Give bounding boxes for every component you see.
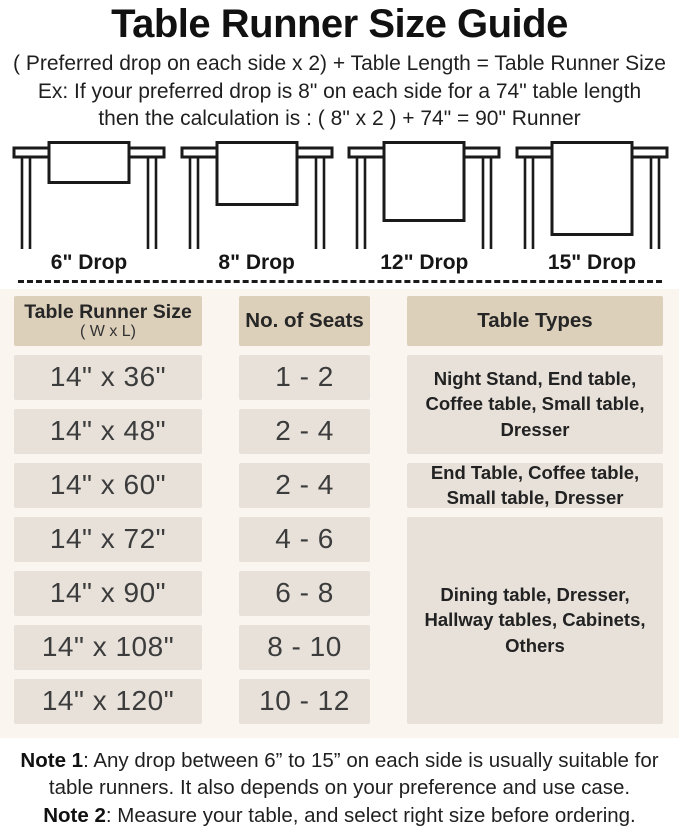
table-row-seats-cell: 1 - 2: [239, 355, 370, 400]
table-runner-12in-drop-icon: [347, 141, 501, 249]
table-runner-8in-drop-icon: [180, 141, 334, 249]
table-row-size-cell: 14" x 72": [14, 517, 202, 562]
drop-label-8: 8" Drop: [218, 250, 295, 274]
column-header-seats: No. of Seats: [239, 296, 370, 346]
table-runner-15in-drop-icon: [515, 141, 669, 249]
table-row-size-cell: 14" x 60": [14, 463, 202, 508]
table-row-size-cell: 14" x 36": [14, 355, 202, 400]
table-row-seats-cell: 2 - 4: [239, 463, 370, 508]
page-title: Table Runner Size Guide: [111, 2, 568, 46]
column-header-table-types: Table Types: [407, 296, 663, 346]
table-types-group-cell: Night Stand, End table, Coffee table, Small table, Dresser: [407, 355, 663, 454]
table-runner-6in-drop-icon: [12, 141, 166, 249]
table-types-group-cell: End Table, Coffee table, Small table, Dresser: [407, 463, 663, 508]
note-2: Note 2: Measure your table, and select right size before ordering.: [43, 803, 636, 826]
size-table-panel: [0, 289, 679, 738]
drop-illustrations: [0, 141, 679, 249]
table-row-size-cell: 14" x 108": [14, 625, 202, 670]
drop-label-15: 15" Drop: [547, 250, 637, 274]
dashed-divider: [18, 280, 662, 283]
table-row-size-cell: 14" x 120": [14, 679, 202, 724]
size-guide-page: [0, 2, 679, 826]
drop-label-12: 12" Drop: [380, 250, 469, 274]
table-row-seats-cell: 10 - 12: [239, 679, 370, 724]
table-row-size-cell: 14" x 48": [14, 409, 202, 454]
table-row-seats-cell: 8 - 10: [239, 625, 370, 670]
table-row-seats-cell: 2 - 4: [239, 409, 370, 454]
drop-labels-row: [0, 251, 679, 275]
size-table: [14, 296, 663, 724]
notes-section: [0, 747, 679, 826]
table-row-seats-cell: 4 - 6: [239, 517, 370, 562]
example-line-2: then the calculation is : ( 8" x 2 ) + 74" = 90" Runner: [98, 107, 581, 130]
column-header-runner-size: Table Runner Size ( W x L): [14, 296, 202, 346]
table-row-seats-cell: 6 - 8: [239, 571, 370, 616]
example-line-1: Ex: If your preferred drop is 8" on each side for a 74" table length: [37, 79, 642, 103]
note-1: Note 1: Any drop between 6” to 15” on each side is usually suitable for table runners. It also depends on your preference and use case.: [20, 748, 659, 799]
table-row-size-cell: 14" x 90": [14, 571, 202, 616]
formula-line: ( Preferred drop on each side x 2) + Table Length = Table Runner Size: [13, 52, 666, 75]
drop-label-6: 6" Drop: [50, 250, 128, 274]
table-types-group-cell: Dining table, Dresser, Hallway tables, Cabinets, Others: [407, 517, 663, 724]
